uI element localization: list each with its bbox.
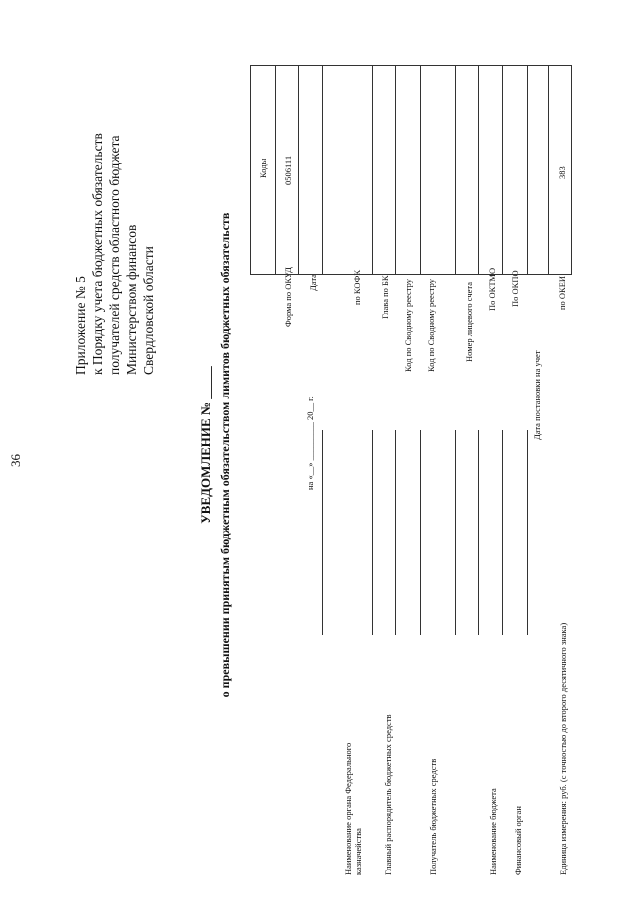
field-underline: [527, 430, 528, 635]
codes-row-divider: [420, 65, 421, 275]
date-line: на «__» _________ 20__ г.: [305, 396, 315, 490]
document-title: УВЕДОМЛЕНИЕ № _____: [198, 366, 213, 524]
field-label-grbs: Главный распорядитель бюджетных средств: [383, 714, 393, 875]
code-okud-value: 0506111: [283, 155, 293, 185]
codes-row-divider: [502, 65, 503, 275]
label-oktmo: По ОКТМО: [487, 267, 497, 311]
field-label-fk: Наименование органа Федерального казначейства: [343, 742, 363, 875]
field-underline: [395, 430, 396, 635]
codes-row-divider: [548, 65, 549, 275]
codes-row-divider: [395, 65, 396, 275]
field-underline: [322, 430, 323, 635]
appendix-line: к Порядку учета бюджетных обязательств: [90, 133, 105, 375]
label-svodreestr-1: Код по Сводному реестру: [403, 279, 413, 372]
label-account: Номер лицевого счета: [464, 282, 474, 362]
page-number: 36: [8, 454, 23, 467]
label-date: Дата: [308, 274, 318, 291]
codes-header: Коды: [258, 158, 268, 178]
label-okud: Форма по ОКУД: [283, 267, 293, 327]
field-underline: [455, 430, 456, 635]
field-underline: [502, 430, 503, 635]
codes-row-divider: [527, 65, 528, 275]
field-label-fin-organ: Финансовый орган: [513, 806, 523, 875]
document-subtitle: о превышении принятым бюджетным обязательством лимитов бюджетных обязательств: [218, 212, 232, 698]
appendix-block: [72, 133, 157, 375]
appendix-line: Приложение № 5: [73, 276, 88, 375]
codes-row-divider: [275, 65, 276, 275]
appendix-line: Министерством финансов: [124, 224, 139, 375]
label-svodreestr-2: Код по Сводному реестру: [426, 279, 436, 372]
field-label-budget: Наименование бюджета: [488, 788, 498, 875]
field-label-unit: Единица измерения: руб. (с точностью до второго десятичного знака): [558, 622, 568, 875]
field-underline: [420, 430, 421, 635]
codes-row-divider: [478, 65, 479, 275]
codes-row-divider: [322, 65, 323, 275]
label-kofk: по КОФК: [352, 269, 362, 305]
codes-row-divider: [455, 65, 456, 275]
field-label-pbs: Получатель бюджетных средств: [428, 758, 438, 875]
label-registration-date: Дата постановки на учет: [532, 350, 542, 440]
label-glava: Глава по БК: [380, 275, 390, 319]
field-underline: [372, 430, 373, 635]
code-okei-value: 383: [557, 166, 567, 179]
label-okpo: По ОКПО: [510, 270, 520, 307]
codes-row-divider: [298, 65, 299, 275]
codes-row-divider: [372, 65, 373, 275]
field-underline: [478, 430, 479, 635]
label-okei: по ОКЕИ: [557, 275, 567, 310]
appendix-line: получателей средств областного бюджета: [107, 135, 122, 375]
appendix-line: Свердловской области: [141, 246, 156, 375]
